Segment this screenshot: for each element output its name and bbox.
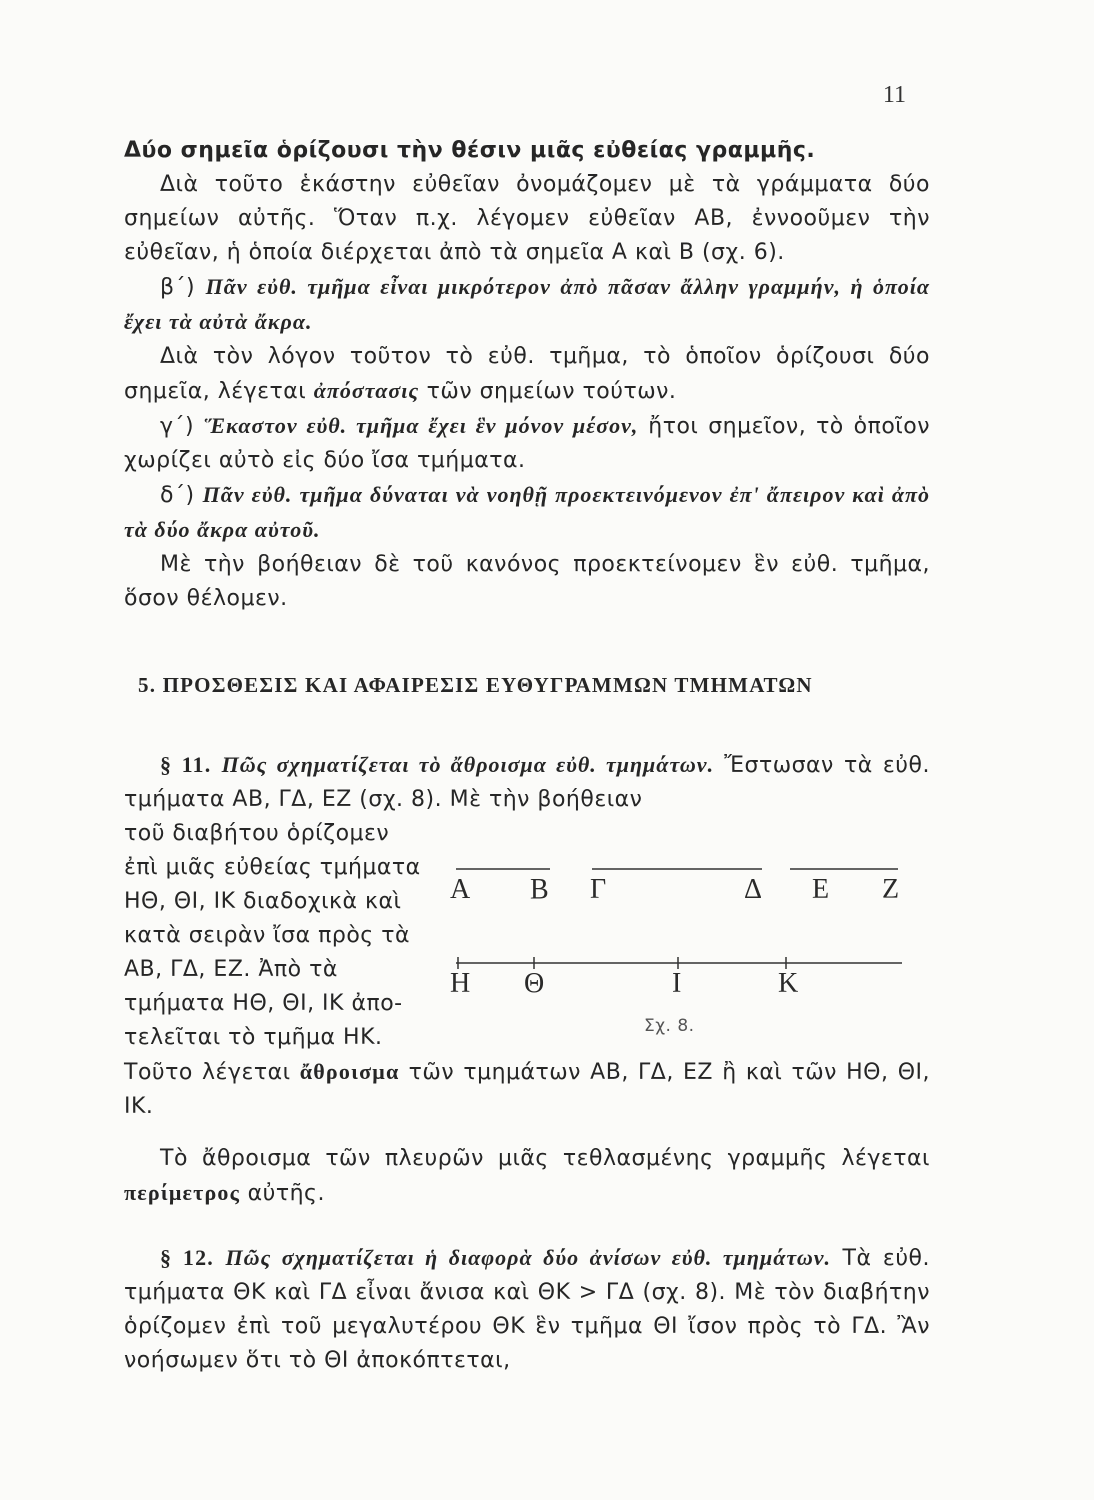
side-text-line: ΗΘ, ΘΙ, ΙΚ διαδοχικὰ καὶ — [124, 889, 402, 914]
figure-label-i: Ι — [672, 968, 682, 999]
property-beta-text: Πᾶν εὐθ. τμῆμα εἶναι μικρότερον ἀπὸ πᾶσαν ἄλλην γραμμήν, ἡ ὁποία ἔχει τὰ αὐτὰ ἄκρα. — [124, 274, 930, 334]
property-beta-prefix: β΄) — [160, 275, 206, 300]
figure-label-h: Η — [450, 968, 471, 999]
paragraph-perimeter — [124, 1142, 930, 1211]
side-text-line: ἐπὶ μιᾶς εὐθείας τμήματα — [124, 855, 421, 880]
figure-label-z: Ζ — [882, 874, 900, 905]
figure-label-th: Θ — [524, 968, 545, 999]
property-delta-text: Πᾶν εὐθ. τμῆμα δύναται νὰ νοηθῇ προεκτεινόμενον ἐπ' ἄπειρον καὶ ἀπὸ τὰ δύο ἄκρα αὐτοῦ. — [124, 482, 930, 542]
paragraph-perimeter-a: Τὸ ἄθροισμα τῶν πλευρῶν μιᾶς τεθλασμένης γραμμῆς λέγεται — [160, 1146, 930, 1171]
figure-side-text — [124, 817, 424, 1055]
figure-block — [124, 817, 930, 1055]
property-delta-prefix: δ΄) — [160, 483, 203, 508]
paragraph-ruler: Μὲ τὴν βοήθειαν δὲ τοῦ κανόνος προεκτείνομεν ἓν εὐθ. τμῆμα, ὅσον θέλομεν. — [124, 552, 930, 611]
section-12-symbol: § 12. — [160, 1245, 214, 1270]
property-gamma-prefix: γ΄) — [160, 414, 204, 439]
property-gamma — [124, 409, 930, 478]
figure-label-d: Δ — [744, 874, 763, 905]
paragraph-sum — [124, 1055, 930, 1124]
property-beta — [124, 270, 930, 340]
side-text-line: ΑΒ, ΓΔ, ΕΖ. Ἀπὸ τὰ — [124, 957, 338, 982]
figure-caption: Σχ. 8. — [644, 1016, 695, 1036]
section-11-symbol: § 11. — [160, 752, 212, 777]
term-perimeter: περίμετρος — [124, 1180, 241, 1205]
section-12 — [124, 1241, 930, 1378]
statement-two-points: Δύο σημεῖα ὁρίζουσι τὴν θέσιν μιᾶς εὐθείας γραμμῆς. — [124, 138, 816, 163]
paragraph-perimeter-b: αὐτῆς. — [240, 1181, 325, 1206]
term-sum: ἄθροισμα — [299, 1059, 400, 1084]
paragraph-distance-a: Διὰ τὸν λόγον τοῦτον τὸ εὐθ. τμῆμα, τὸ ὁποῖον ὁρίζουσι δύο σημεῖα, λέγεται — [124, 344, 930, 404]
property-gamma-text: Ἕκαστον εὐθ. τμῆμα ἔχει ἓν μόνον μέσον, — [203, 413, 639, 438]
paragraph-naming-lines: Διὰ τοῦτο ἑκάστην εὐθεῖαν ὀνομάζομεν μὲ τὰ γράμματα δύο σημείων αὐτῆς. Ὅταν π.χ. λέγομεν εὐθεῖαν ΑΒ, ἐννοοῦμεν τὴν εὐθεῖαν, ἡ ὁποία διέρχεται ἀπὸ τὰ σημεῖα Α καὶ Β (σχ. 6). — [124, 172, 930, 265]
side-text-line: τελεῖται τὸ τμῆμα ΗΚ. — [124, 1025, 383, 1050]
figure-label-a: Α — [450, 874, 471, 905]
section-11-intro-text: Ἔστωσαν τὰ εὐθ. τμήματα ΑΒ, ΓΔ, ΕΖ (σχ. 8). Μὲ τὴν βοήθειαν — [124, 753, 930, 812]
figure-8 — [450, 857, 910, 1037]
side-text-line: τοῦ διαβήτου ὁρίζομεν — [124, 821, 390, 846]
section-12-body: Τὰ εὐθ. τμήματα ΘΚ καὶ ΓΔ εἶναι ἄνισα καὶ ΘΚ > ΓΔ (σχ. 8). Μὲ τὸν διαβήτην ὁρίζομεν ἐπὶ τοῦ μεγαλυτέρου ΘΚ ἓν τμῆμα ΘΙ ἴσον πρὸς τὸ ΓΔ. Ἂν νοήσωμεν ὅτι τὸ ΘΙ ἀποκόπτεται, — [124, 1246, 930, 1373]
section-11-intro — [124, 748, 930, 817]
property-delta — [124, 478, 930, 548]
page-number: 11 — [882, 82, 906, 108]
paragraph-distance — [124, 340, 930, 409]
paragraph-distance-b: τῶν σημείων τούτων. — [419, 379, 677, 404]
section-11-title: Πῶς σχηματίζεται τὸ ἄθροισμα εὐθ. τμημάτων. — [221, 752, 715, 777]
paragraph-sum-b: τῶν τμημάτων ΑΒ, ΓΔ, ΕΖ ἢ καὶ τῶν ΗΘ, ΘΙ, ΙΚ. — [124, 1060, 930, 1119]
paragraph-sum-a: Τοῦτο λέγεται — [124, 1060, 300, 1085]
figure-label-e: Ε — [812, 874, 830, 905]
term-distance: ἀπόστασις — [313, 378, 420, 403]
section-12-title: Πῶς σχηματίζεται ἡ διαφορὰ δύο ἀνίσων εὐθ. τμημάτων. — [225, 1245, 832, 1270]
side-text-line: τμήματα ΗΘ, ΘΙ, ΙΚ ἀπο- — [124, 991, 403, 1016]
page-body — [124, 134, 930, 1378]
figure-label-k: Κ — [778, 968, 799, 999]
figure-label-g: Γ — [590, 874, 607, 905]
section-heading: 5. ΠΡΟΣΘΕΣΙΣ ΚΑΙ ΑΦΑΙΡΕΣΙΣ ΕΥΘΥΓΡΑΜΜΩΝ ΤΜΗΜΑΤΩΝ — [138, 673, 813, 697]
property-gamma-rest: ἤτοι σημεῖον, τὸ ὁποῖον χωρίζει αὐτὸ εἰς δύο ἴσα τμήματα. — [124, 414, 930, 473]
figure-label-b: Β — [530, 874, 550, 905]
side-text-line: κατὰ σειρὰν ἴσα πρὸς τὰ — [124, 923, 410, 948]
